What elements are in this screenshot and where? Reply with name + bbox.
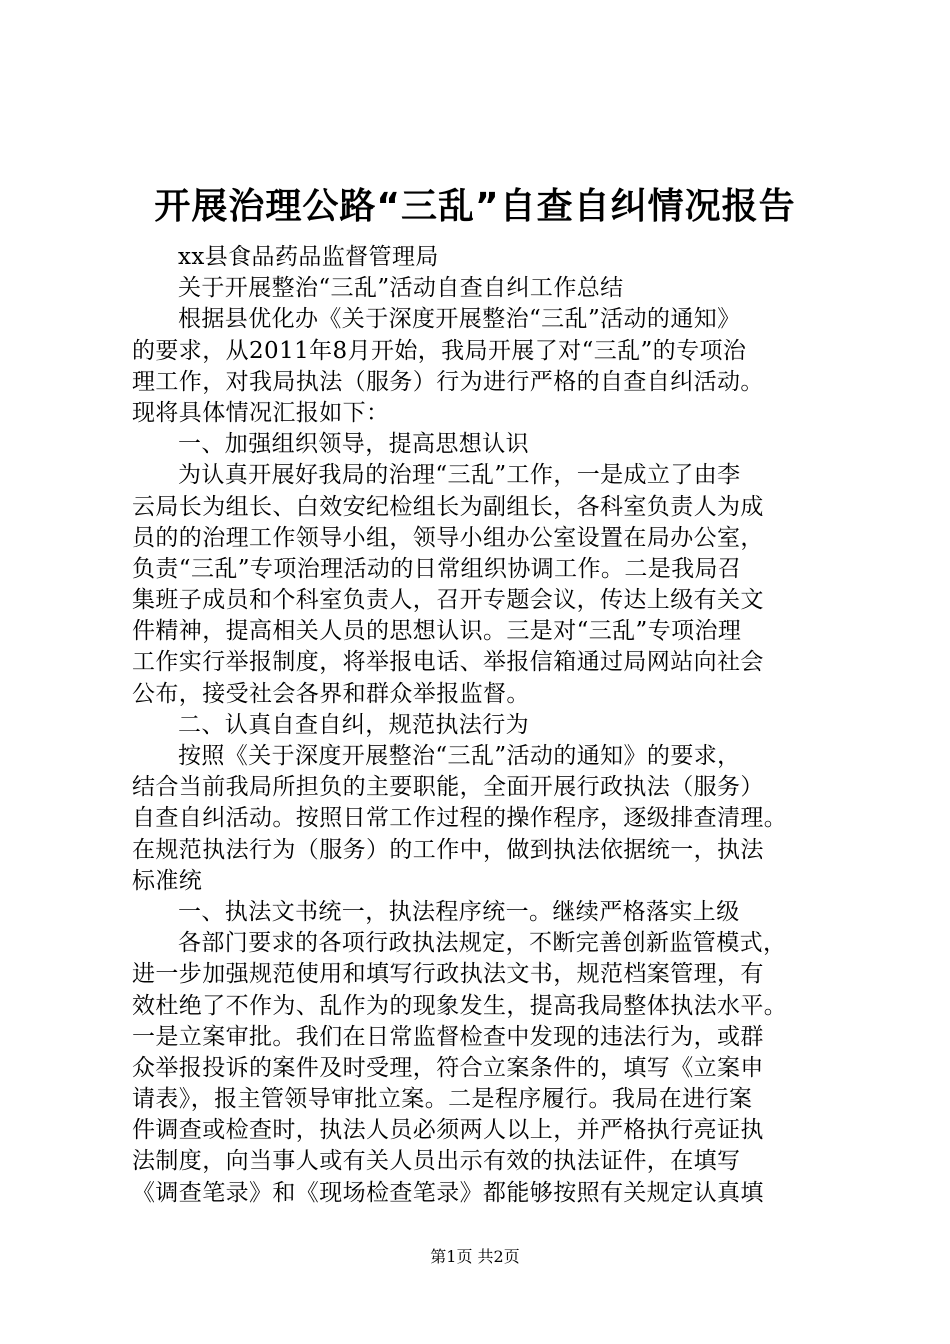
text-line: 自查自纠活动。按照日常工作过程的操作程序，逐级排查清理。	[132, 805, 788, 832]
text-line: 现将具体情况汇报如下：	[132, 399, 390, 426]
text-line: 请表》，报主管领导审批立案。二是程序履行。我局在进行案	[132, 1086, 753, 1113]
text-line: 公布，接受社会各界和群众举报监督。	[132, 680, 530, 707]
text-line: 集班子成员和个科室负责人，召开专题会议，传达上级有关文	[132, 587, 764, 614]
text-line: 众举报投诉的案件及时受理，符合立案条件的，填写《立案申	[132, 1054, 764, 1081]
text-line: 结合当前我局所担负的主要职能，全面开展行政执法（服务）	[132, 774, 764, 801]
document-body	[132, 242, 832, 1209]
text-line: 进一步加强规范使用和填写行政执法文书，规范档案管理，有	[132, 961, 764, 988]
text-line: 工作实行举报制度，将举报电话、举报信箱通过局网站向社会	[132, 649, 764, 676]
page-title: 开展治理公路“三乱”自查自纠情况报告	[154, 186, 796, 227]
text-line: 《调查笔录》和《现场检查笔录》都能够按照有关规定认真填	[132, 1179, 764, 1206]
text-line: xx县食品药品监督管理局	[178, 244, 439, 270]
text-line: 关于开展整治“三乱”活动自查自纠工作总结	[178, 275, 624, 302]
text-line: 根据县优化办《关于深度开展整治“三乱”活动的通知》	[178, 306, 741, 333]
text-line: 为认真开展好我局的治理“三乱”工作，一是成立了由李	[178, 462, 741, 489]
page-footer: 第1页 共2页	[430, 1247, 520, 1266]
text-line: 按照《关于深度开展整治“三乱”活动的通知》的要求，	[178, 743, 741, 769]
text-line: 负责“三乱”专项治理活动的日常组织协调工作。二是我局召	[132, 555, 742, 582]
text-line: 件调查或检查时，执法人员必须两人以上，并严格执行亮证执	[132, 1117, 764, 1144]
text-line: 的要求，从2011年8月开始，我局开展了对“三乱”的专项治	[132, 337, 747, 364]
text-line: 在规范执法行为（服务）的工作中，做到执法依据统一，执法	[132, 836, 764, 863]
text-line: 二、认真自查自纠，规范执法行为	[178, 711, 529, 738]
text-line: 一是立案审批。我们在日常监督检查中发现的违法行为，或群	[132, 1023, 764, 1050]
text-line: 标准统	[132, 867, 203, 894]
text-line: 一、执法文书统一，执法程序统一。继续严格落实上级	[178, 898, 740, 925]
text-line: 效杜绝了不作为、乱作为的现象发生，提高我局整体执法水平。	[132, 992, 788, 1019]
text-line: 件精神，提高相关人员的思想认识。三是对“三乱”专项治理	[132, 618, 742, 645]
text-line: 一、加强组织领导，提高思想认识	[178, 431, 529, 458]
text-line: 法制度，向当事人或有关人员出示有效的执法证件，在填写	[132, 1148, 741, 1175]
text-line: 理工作，对我局执法（服务）行为进行严格的自查自纠活动。	[132, 368, 764, 395]
text-line: 各部门要求的各项行政执法规定，不断完善创新监管模式，	[178, 930, 787, 957]
text-line: 云局长为组长、白效安纪检组长为副组长，各科室负责人为成	[132, 493, 764, 520]
text-line: 员的的治理工作领导小组，领导小组办公室设置在局办公室，	[132, 524, 764, 551]
